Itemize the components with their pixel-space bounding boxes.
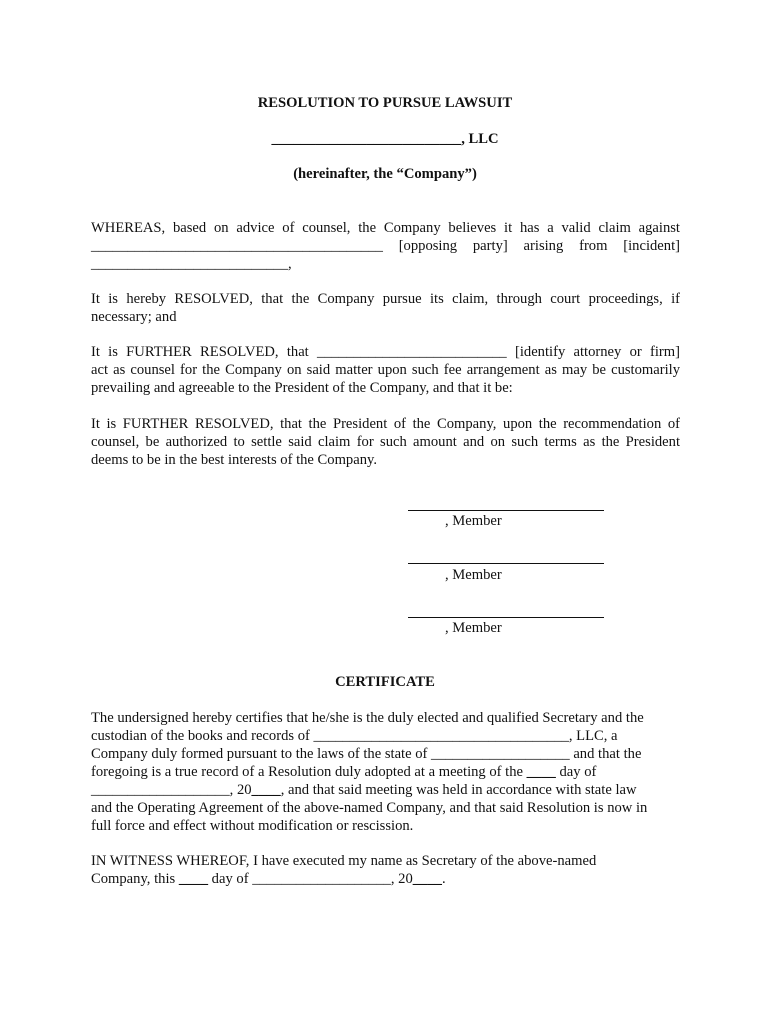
- resolved2-line-3: prevailing and agreeable to the President of the Company, and that it be:: [91, 380, 513, 396]
- signature-line-3: [408, 617, 604, 618]
- witness-paragraph: [91, 852, 680, 888]
- signature-label-2: , Member: [445, 567, 502, 583]
- certificate-title: CERTIFICATE: [335, 674, 435, 690]
- resolved3-line-1: It is FURTHER RESOLVED, that the President of the Company, upon the recommendation of: [91, 416, 680, 432]
- whereas-paragraph: [91, 219, 680, 273]
- meeting-day-blank: ____: [526, 764, 556, 780]
- certificate-line-1: The undersigned hereby certifies that he/she is the duly elected and qualified Secretary and the: [91, 710, 644, 726]
- certificate-line-2: custodian of the books and records of ___________________________________, LLC, a: [91, 728, 618, 744]
- resolved2-line-1: It is FURTHER RESOLVED, that __________________________ [identify attorney or firm]: [91, 344, 680, 360]
- certificate-line-5: ___________________, 20____, and that said meeting was held in accordance with state law: [91, 782, 637, 798]
- resolved-paragraph-3: [91, 415, 680, 469]
- resolved3-line-2: counsel, be authorized to settle said claim for such amount and on such terms as the President: [91, 434, 680, 450]
- resolved-paragraph-2: [91, 343, 680, 397]
- witness-year-blank: ____: [412, 871, 442, 887]
- resolved1-line-1: It is hereby RESOLVED, that the Company pursue its claim, through court proceedings, if: [91, 291, 680, 307]
- signature-label-1: , Member: [445, 513, 502, 529]
- whereas-line-3: ___________________________,: [91, 256, 292, 272]
- signature-line-1: [408, 510, 604, 511]
- meeting-year-blank: ____: [251, 782, 281, 798]
- whereas-line-1: WHEREAS, based on advice of counsel, the Company believes it has a valid claim against: [91, 220, 680, 236]
- whereas-line-2: ________________________________________ [opposing party] arising from [incident]: [91, 238, 680, 254]
- company-name-line: __________________________, LLC: [271, 131, 499, 147]
- witness-day-blank: ____: [178, 871, 209, 887]
- certificate-paragraph: [91, 709, 680, 835]
- signature-line-2: [408, 563, 604, 564]
- resolved3-line-3: deems to be in the best interests of the Company.: [91, 452, 378, 468]
- document-title: RESOLUTION TO PURSUE LAWSUIT: [257, 95, 513, 111]
- resolved2-line-2: act as counsel for the Company on said matter upon such fee arrangement as may be customarily: [91, 362, 680, 378]
- certificate-line-6: and the Operating Agreement of the above-named Company, and that said Resolution is now in: [91, 800, 648, 816]
- certificate-line-7: full force and effect without modification or rescission.: [91, 818, 414, 834]
- witness-line-2: Company, this ____ day of ___________________, 20____.: [91, 871, 446, 887]
- witness-line-1: IN WITNESS WHEREOF, I have executed my name as Secretary of the above-named: [91, 853, 597, 869]
- resolved-paragraph-1: [91, 290, 680, 326]
- resolved1-line-2: necessary; and: [91, 309, 177, 325]
- certificate-line-4: foregoing is a true record of a Resolution duly adopted at a meeting of the ____ day of: [91, 764, 597, 780]
- company-definition: (hereinafter, the “Company”): [293, 166, 477, 182]
- certificate-line-3: Company duly formed pursuant to the laws of the state of ___________________ and that the: [91, 746, 642, 762]
- signature-label-3: , Member: [445, 620, 502, 636]
